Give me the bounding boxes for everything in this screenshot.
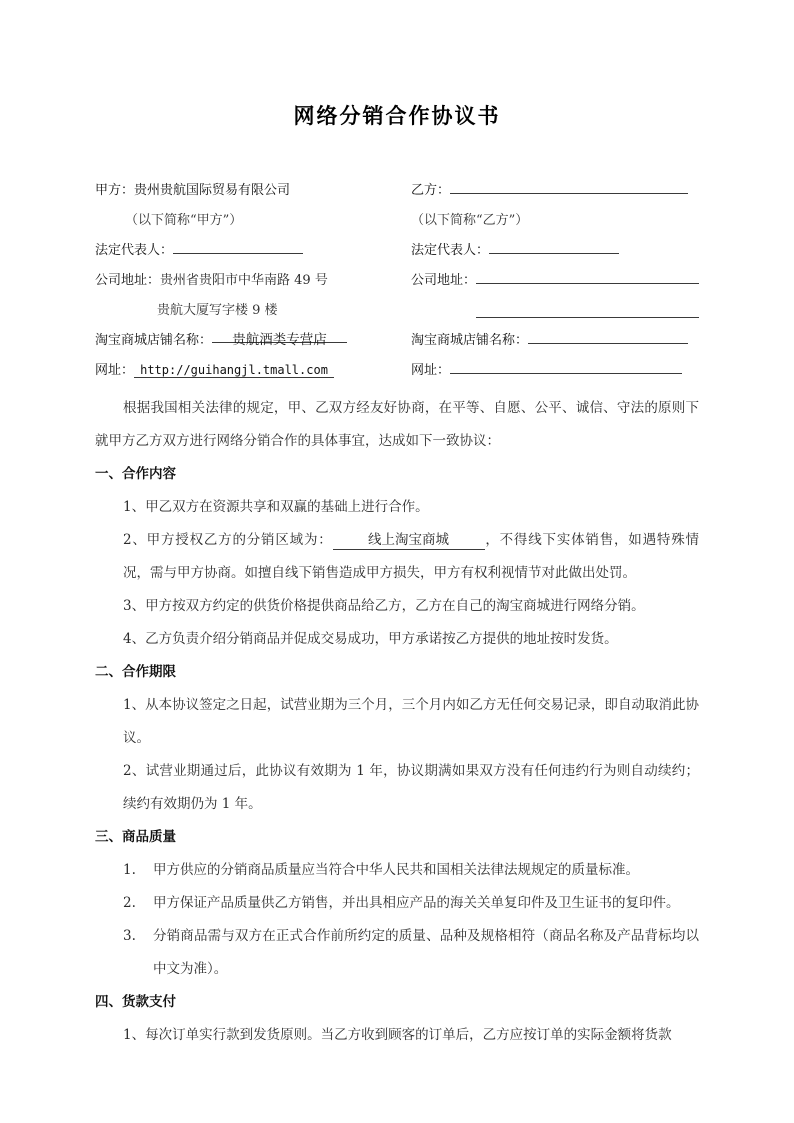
legal-rep-row bbox=[95, 228, 699, 258]
party-a-name-cell bbox=[95, 179, 397, 198]
party-a-url-cell bbox=[95, 359, 397, 378]
party-b-legal-rep-label: 法定代表人： bbox=[411, 243, 490, 258]
company-address-row-2 bbox=[95, 288, 699, 318]
section-3-item-3-text: 分销商品需与双方在正式合作前所约定的质量、品种及规格相符（商品名称及产品背标均以中文为准）。 bbox=[153, 928, 699, 977]
party-a-legal-rep-field[interactable] bbox=[173, 239, 303, 254]
party-b-shop-label: 淘宝商城店铺名称： bbox=[411, 333, 529, 348]
section-1-item-2-before: 2、甲方授权乙方的分销区域为： bbox=[123, 532, 333, 548]
party-b-name-cell bbox=[397, 179, 699, 198]
section-4-item-1: 1、每次订单实行款到发货原则。当乙方收到顾客的订单后，乙方应按订单的实际金额将货款 bbox=[123, 1027, 672, 1043]
party-b-shop-cell bbox=[397, 329, 699, 348]
party-a-address-cell-2 bbox=[95, 299, 397, 318]
party-a-legal-rep-cell bbox=[95, 239, 397, 258]
section-3-item-3-number: 3. bbox=[123, 928, 136, 944]
section-3-item-3 bbox=[95, 920, 699, 986]
section-1-item-2-after: ，不得线下实体销售，如遇特殊情况，需与甲方协商。如擅自线下销售造成甲方损失，甲方有权利视情节对此做出处罚。 bbox=[123, 532, 699, 581]
party-b-name-field[interactable] bbox=[450, 179, 688, 194]
company-address-row bbox=[95, 258, 699, 288]
section-3-item-2-number: 2. bbox=[123, 895, 136, 911]
distribution-area-field[interactable]: 线上淘宝商城 bbox=[333, 531, 485, 550]
section-3-item-1 bbox=[95, 854, 699, 887]
party-b-address-cell bbox=[397, 269, 699, 288]
party-b-address-line1-field[interactable] bbox=[476, 269, 699, 284]
party-b-alias: （以下简称“乙方”） bbox=[411, 213, 529, 228]
party-a-url-field[interactable]: http://guihangjl.tmall.com bbox=[134, 363, 334, 378]
party-b-address-cell-2 bbox=[397, 303, 699, 318]
party-b-legal-rep-cell bbox=[397, 239, 699, 258]
party-b-shop-field[interactable] bbox=[528, 329, 688, 344]
party-a-address-line1: 贵州省贵阳市中华南路 49 号 bbox=[160, 273, 328, 288]
website-row bbox=[95, 348, 699, 378]
section-heading-4: 四、货款支付 bbox=[95, 994, 176, 1010]
section-1-item-3: 3、甲方按双方约定的供货价格提供商品给乙方，乙方在自己的淘宝商城进行网络分销。 bbox=[123, 598, 645, 614]
section-heading-2: 二、合作期限 bbox=[95, 664, 176, 680]
party-info-block bbox=[95, 168, 699, 378]
party-b-url-field[interactable] bbox=[450, 359, 682, 374]
party-a-legal-rep-label: 法定代表人： bbox=[95, 243, 174, 258]
section-1-item-2 bbox=[95, 524, 699, 590]
party-b-url-label: 网址： bbox=[411, 363, 451, 378]
party-b-address-line2-field[interactable] bbox=[476, 303, 699, 318]
page-title: 网络分销合作协议书 bbox=[293, 103, 501, 128]
party-b-url-cell bbox=[397, 359, 699, 378]
party-a-shop-field[interactable]: 贵航酒类专营店 bbox=[212, 328, 347, 343]
section-2-item-2: 2、试营业期通过后，此协议有效期为 1 年，协议期满如果双方没有任何违约行为则自动续约；续约有效期仍为 1 年。 bbox=[123, 763, 699, 812]
document-body bbox=[95, 168, 699, 1052]
party-alias-row bbox=[95, 198, 699, 228]
party-b-label: 乙方： bbox=[411, 183, 451, 198]
section-3-item-2 bbox=[95, 887, 699, 920]
party-b-alias-cell bbox=[397, 209, 699, 228]
preamble-paragraph: 根据我国相关法律的规定，甲、乙双方经友好协商，在平等、自愿、公平、诚信、守法的原则下就甲方乙方双方进行网络分销合作的具体事宜，达成如下一致协议： bbox=[95, 400, 699, 449]
party-name-row bbox=[95, 168, 699, 198]
party-b-address-label: 公司地址： bbox=[411, 273, 477, 288]
section-1-item-1: 1、甲乙双方在资源共享和双赢的基础上进行合作。 bbox=[123, 499, 429, 515]
party-a-address-cell bbox=[95, 269, 397, 288]
shop-name-row bbox=[95, 318, 699, 348]
section-heading-3: 三、商品质量 bbox=[95, 829, 176, 845]
party-a-alias: （以下简称“甲方”） bbox=[125, 213, 243, 228]
section-2-item-1: 1、从本协议签定之日起，试营业期为三个月，三个月内如乙方无任何交易记录，即自动取消此协议。 bbox=[123, 697, 699, 746]
party-a-name: 贵州贵航国际贸易有限公司 bbox=[134, 183, 291, 198]
party-a-shop-label: 淘宝商城店铺名称： bbox=[95, 333, 213, 348]
party-a-url-label: 网址： bbox=[95, 363, 135, 378]
party-a-shop-cell bbox=[95, 328, 397, 348]
party-b-legal-rep-field[interactable] bbox=[489, 239, 619, 254]
section-3-item-1-number: 1. bbox=[123, 862, 136, 878]
section-heading-1: 一、合作内容 bbox=[95, 466, 176, 482]
party-a-alias-cell bbox=[95, 209, 397, 228]
party-a-address-label: 公司地址： bbox=[95, 273, 161, 288]
section-3-item-1-text: 甲方供应的分销商品质量应当符合中华人民共和国相关法律法规规定的质量标准。 bbox=[153, 862, 639, 878]
party-a-label: 甲方： bbox=[95, 183, 135, 198]
party-a-address-line2: 贵航大厦写字楼 9 楼 bbox=[157, 303, 278, 318]
section-1-item-4: 4、乙方负责介绍分销商品并促成交易成功，甲方承诺按乙方提供的地址按时发货。 bbox=[123, 631, 618, 647]
section-3-item-2-text: 甲方保证产品质量供乙方销售，并出具相应产品的海关关单复印件及卫生证书的复印件。 bbox=[153, 895, 680, 911]
